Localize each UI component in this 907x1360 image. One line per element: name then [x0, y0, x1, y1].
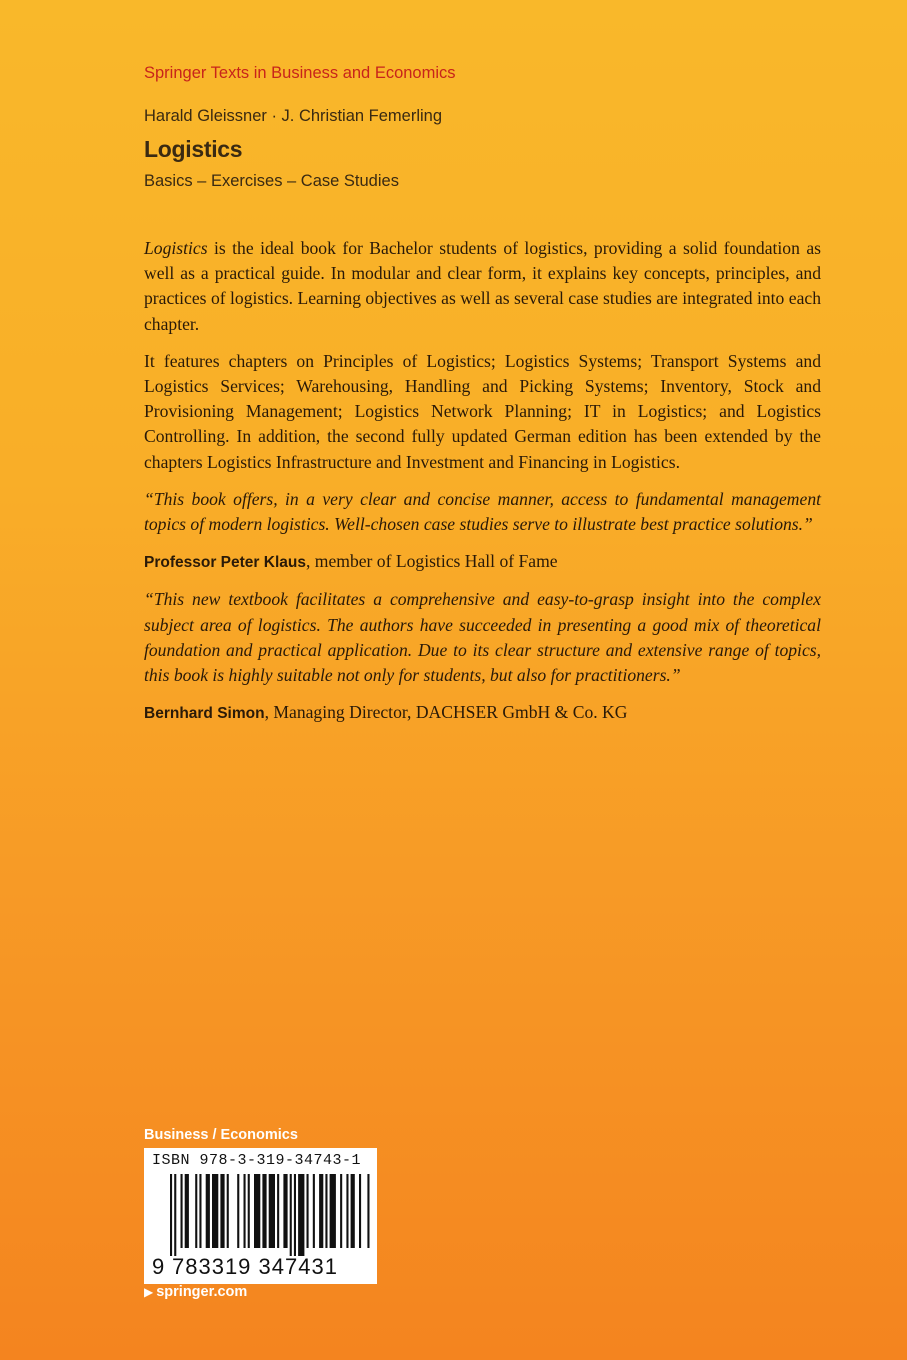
description-book-title: Logistics	[144, 238, 208, 258]
barcode-bar	[248, 1174, 250, 1248]
barcode-bar	[237, 1174, 239, 1248]
barcode-bar	[174, 1174, 176, 1256]
barcode-bar	[195, 1174, 197, 1248]
quote-2-author: Bernhard Simon	[144, 705, 265, 723]
barcode-bar	[319, 1174, 323, 1248]
isbn-barcode	[144, 1148, 377, 1284]
series-title: Springer Texts in Business and Economics	[144, 64, 456, 82]
ean-first-digit: 9	[152, 1254, 165, 1279]
barcode-bar	[199, 1174, 201, 1248]
barcode-bar	[346, 1174, 348, 1248]
barcode-bar	[185, 1174, 189, 1248]
barcode-bar	[367, 1174, 369, 1248]
ean-digits: 783319 347431	[172, 1254, 338, 1279]
book-title: Logistics	[144, 136, 243, 162]
description-paragraph-1	[144, 236, 821, 337]
description-paragraph-2: It features chapters on Principles of Logistics; Logistics Systems; Transport Systems and Logistics Services; Warehousing, Handling and Picking Systems; Inventory, Stock and Provisioning Management; Logistics Network Planning; IT in Logistics; and Logistics Controlling. In addition, the second fully updated German edition has been extended by the chapters Logistics Infrastructure and Investment and Financing in Logistics.	[144, 350, 821, 472]
barcode-bar	[170, 1174, 172, 1256]
description-text-1: is the ideal book for Bachelor students of logistics, providing a solid foundation as well as a practical guide. In modular and clear form, it explains key concepts, principles, and practices of logistics. Learning objectives as well as several case studies are integrated into each chapter.	[144, 238, 821, 334]
barcode-bar	[307, 1174, 309, 1248]
quote-2-attribution	[144, 700, 821, 726]
barcode-bar	[212, 1174, 218, 1248]
barcode-bar	[325, 1174, 327, 1248]
barcode-bars	[170, 1174, 370, 1256]
isbn-label: ISBN 978-3-319-34743-1	[152, 1152, 362, 1169]
barcode-bar	[206, 1174, 210, 1248]
barcode-bar	[351, 1174, 355, 1248]
quote-2: “This new textbook facilitates a comprehensive and easy-to-grasp insight into the complex subject area of logistics. The authors have succeeded in presenting a good mix of theoretical foundation and practical application. Due to its clear structure and extensive range of topics, this book is highly suitable not only for students, but also for practitioners.”	[144, 589, 821, 686]
barcode-bar	[220, 1174, 224, 1248]
quote-2-role: , Managing Director, DACHSER GmbH & Co. KG	[264, 702, 628, 723]
book-subtitle: Basics – Exercises – Case Studies	[144, 172, 399, 190]
quote-1: “This book offers, in a very clear and concise manner, access to fundamental management topics of modern logistics. Well-chosen case studies serve to illustrate best practice solutions.”	[144, 488, 821, 535]
website-text: springer.com	[156, 1284, 248, 1300]
barcode-bar	[244, 1174, 246, 1248]
barcode-bar	[277, 1174, 279, 1248]
quote-1-author: Professor Peter Klaus	[144, 554, 306, 572]
barcode-bar	[290, 1174, 292, 1256]
barcode-bar	[269, 1174, 275, 1248]
barcode-bar	[298, 1174, 304, 1256]
barcode-bar	[283, 1174, 287, 1248]
barcode-bar	[330, 1174, 336, 1248]
category-label: Business / Economics	[144, 1127, 298, 1143]
website-link[interactable]	[144, 1284, 247, 1300]
barcode-bar	[294, 1174, 296, 1256]
barcode-bar	[254, 1174, 260, 1248]
barcode-bar	[359, 1174, 361, 1248]
barcode-bar	[181, 1174, 183, 1248]
barcode-bar	[227, 1174, 229, 1248]
arrow-right-icon: ▶	[144, 1285, 154, 1299]
blurb	[144, 236, 821, 738]
barcode-bar	[262, 1174, 266, 1248]
barcode-bar	[340, 1174, 342, 1248]
authors: Harald Gleissner · J. Christian Femerling	[144, 107, 443, 125]
quote-1-role: , member of Logistics Hall of Fame	[305, 551, 558, 572]
quote-1-attribution	[144, 549, 821, 575]
barcode-bar	[313, 1174, 315, 1248]
